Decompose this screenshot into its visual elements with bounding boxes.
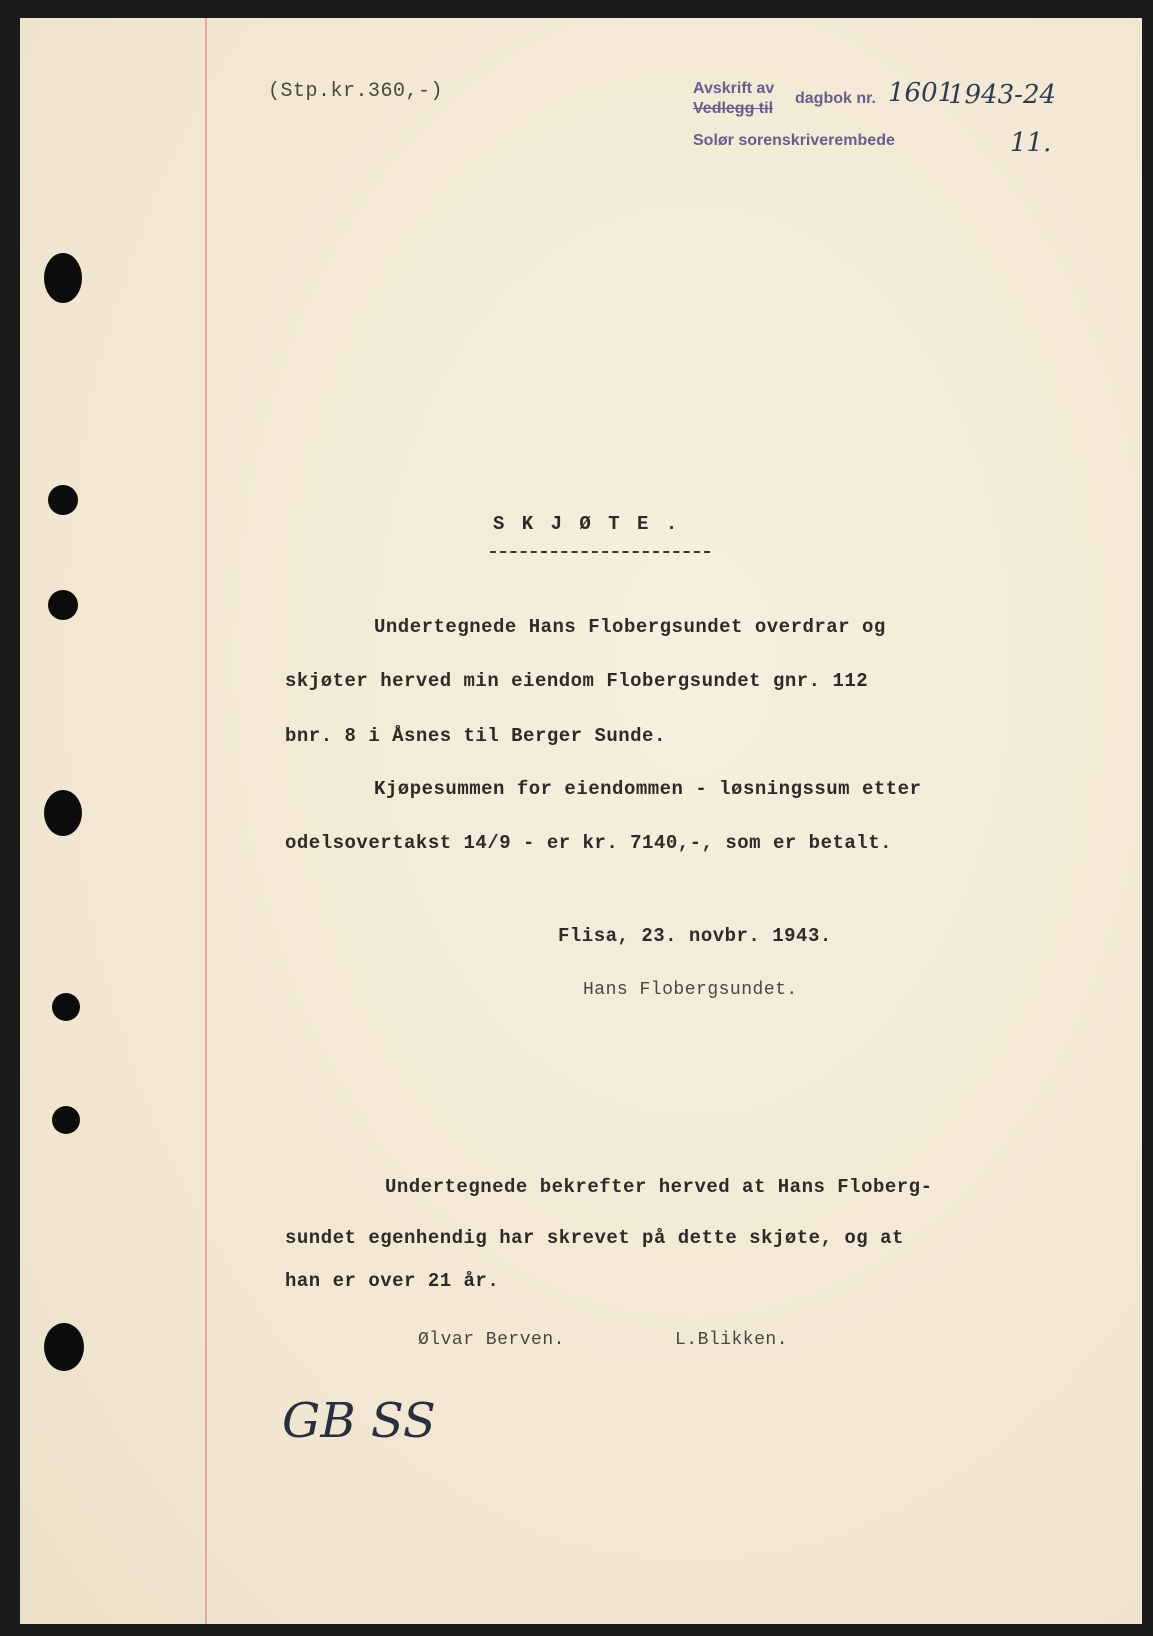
body-line-1: Undertegnede Hans Flobergsundet overdrar og bbox=[374, 616, 886, 638]
witness-line-3: han er over 21 år. bbox=[285, 1270, 500, 1292]
punch-hole-4 bbox=[44, 790, 82, 836]
body-line-4: Kjøpesummen for eiendommen - løsningssum etter bbox=[374, 778, 922, 800]
punch-hole-1 bbox=[44, 253, 82, 303]
office-stamp-line2: Solør sorenskriverembede bbox=[693, 132, 895, 149]
seller-signature: Hans Flobergsundet. bbox=[583, 980, 798, 1000]
title-underline bbox=[490, 551, 710, 553]
office-stamp-line1b: Vedlegg til bbox=[693, 100, 774, 117]
witness-1: Ølvar Berven. bbox=[418, 1330, 565, 1350]
punch-hole-2 bbox=[48, 485, 78, 515]
document-page bbox=[20, 18, 1142, 1624]
witness-line-2: sundet egenhendig har skrevet på dette skjøte, og at bbox=[285, 1227, 904, 1249]
punch-hole-3 bbox=[48, 590, 78, 620]
office-stamp-dagbok-label: dagbok nr. bbox=[795, 90, 876, 107]
handwritten-note: 11. bbox=[1010, 128, 1052, 158]
body-line-3: bnr. 8 i Åsnes til Berger Sunde. bbox=[285, 725, 666, 747]
dagbok-number: 1601 bbox=[888, 78, 955, 108]
punch-hole-7 bbox=[44, 1323, 84, 1371]
body-line-5: odelsovertakst 14/9 - er kr. 7140,-, som er betalt. bbox=[285, 832, 892, 854]
dagbok-year: 1943-24 bbox=[948, 80, 1057, 110]
stamp-duty-note: (Stp.kr.360,-) bbox=[268, 80, 444, 103]
office-stamp-line1a: Avskrift av bbox=[693, 80, 775, 97]
handwritten-initials: GB SS bbox=[282, 1393, 436, 1449]
place-date: Flisa, 23. novbr. 1943. bbox=[558, 925, 832, 947]
witness-2: L.Blikken. bbox=[675, 1330, 789, 1350]
punch-hole-6 bbox=[52, 1106, 80, 1134]
document-title: S K J Ø T E . bbox=[493, 513, 681, 535]
margin-line bbox=[205, 18, 207, 1624]
body-line-2: skjøter herved min eiendom Flobergsundet gnr. 112 bbox=[285, 670, 869, 692]
witness-line-1: Undertegnede bekrefter herved at Hans Floberg- bbox=[385, 1176, 933, 1198]
punch-hole-5 bbox=[52, 993, 80, 1021]
